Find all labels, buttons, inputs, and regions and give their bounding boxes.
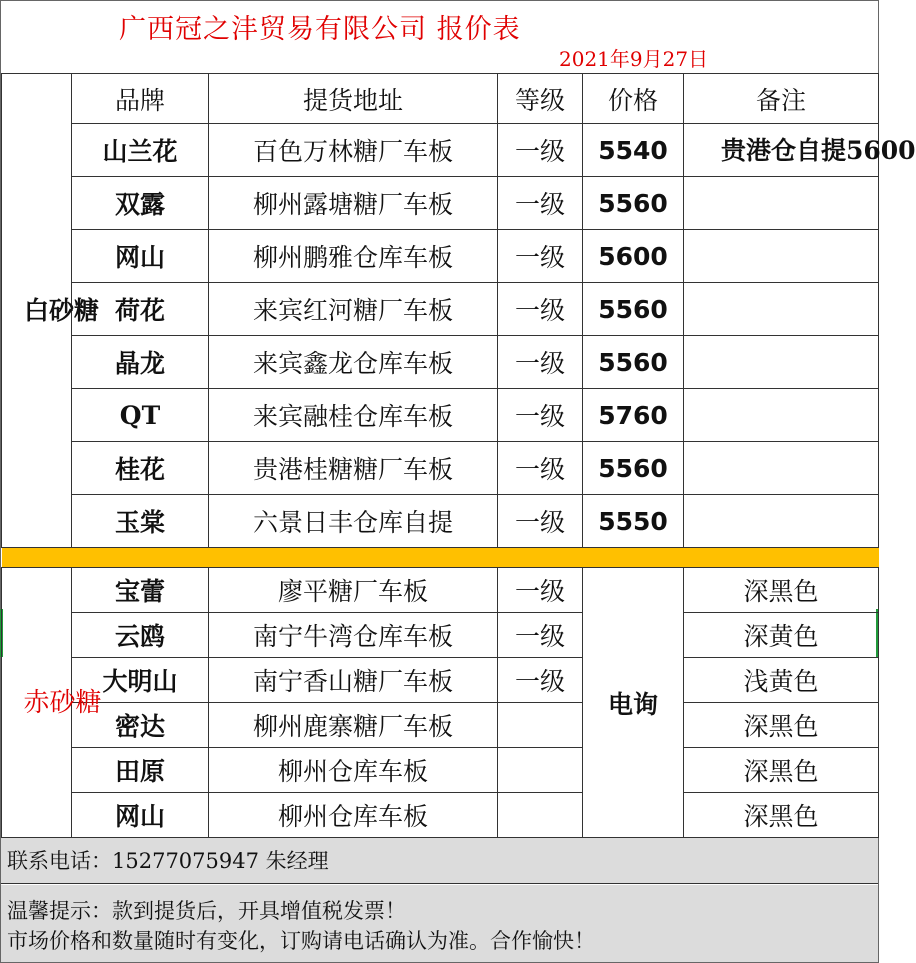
grade-cell: 一级 xyxy=(498,283,583,336)
location-cell: 柳州仓库车板 xyxy=(209,748,498,793)
note-cell: 深黑色 xyxy=(684,568,879,613)
table-row xyxy=(2,177,879,230)
brand-cell: 荷花 xyxy=(72,283,209,336)
tips-bar xyxy=(1,885,878,962)
table-row xyxy=(2,124,879,177)
price-cell: 5560 xyxy=(583,283,684,336)
brand-cell: 大明山 xyxy=(72,658,209,703)
location-cell: 来宾红河糖厂车板 xyxy=(209,283,498,336)
grade-cell: 一级 xyxy=(498,389,583,442)
note-cell: 深黄色 xyxy=(684,613,879,658)
table-row xyxy=(2,442,879,495)
brand-cell: 云鸥 xyxy=(72,613,209,658)
col-grade-header: 等级 xyxy=(498,74,583,124)
grade-cell: 一级 xyxy=(498,613,583,658)
grade-cell xyxy=(498,703,583,748)
grade-cell xyxy=(498,748,583,793)
price-cell: 5600 xyxy=(583,230,684,283)
grade-cell: 一级 xyxy=(498,177,583,230)
brand-cell: 玉棠 xyxy=(72,495,209,548)
location-cell: 柳州露塘糖厂车板 xyxy=(209,177,498,230)
note-cell xyxy=(684,389,879,442)
note-cell xyxy=(684,177,879,230)
note-cell: 深黑色 xyxy=(684,703,879,748)
location-cell: 来宾鑫龙仓库车板 xyxy=(209,336,498,389)
brand-cell: 山兰花 xyxy=(72,124,209,177)
table-row xyxy=(2,389,879,442)
col-note-header: 备注 xyxy=(684,74,879,124)
table-row xyxy=(2,748,879,793)
table-row xyxy=(2,495,879,548)
price-cell: 5560 xyxy=(583,177,684,230)
note-cell: 深黑色 xyxy=(684,793,879,838)
tip-line: 市场价格和数量随时有变化，订购请电话确认为准。合作愉快！ xyxy=(7,929,595,953)
location-cell: 南宁香山糖厂车板 xyxy=(209,658,498,703)
table-row xyxy=(2,658,879,703)
col-location-header: 提货地址 xyxy=(209,74,498,124)
location-cell: 来宾融桂仓库车板 xyxy=(209,389,498,442)
table-row xyxy=(2,568,879,613)
location-cell: 柳州鹏雅仓库车板 xyxy=(209,230,498,283)
grade-cell: 一级 xyxy=(498,336,583,389)
section-separator xyxy=(2,548,879,568)
brand-cell: 密达 xyxy=(72,703,209,748)
location-cell: 南宁牛湾仓库车板 xyxy=(209,613,498,658)
brand-cell: 桂花 xyxy=(72,442,209,495)
brand-cell: 田原 xyxy=(72,748,209,793)
price-cell: 5560 xyxy=(583,336,684,389)
brand-cell: 晶龙 xyxy=(72,336,209,389)
note-cell xyxy=(684,230,879,283)
price-cell: 5540 xyxy=(583,124,684,177)
note-cell: 深黑色 xyxy=(684,748,879,793)
brand-cell: QT xyxy=(72,389,209,442)
category-label: 赤砂糖 xyxy=(23,687,102,718)
note-cell xyxy=(684,124,916,177)
note-cell xyxy=(684,442,879,495)
brand-cell: 网山 xyxy=(72,793,209,838)
brand-cell: 宝蕾 xyxy=(72,568,209,613)
location-cell: 柳州仓库车板 xyxy=(209,793,498,838)
price-inquiry-cell: 电询 xyxy=(583,568,684,838)
note-text: 贵港仓自提5600 xyxy=(721,135,916,165)
table-row xyxy=(2,613,879,658)
table-row xyxy=(2,703,879,748)
sheet-header xyxy=(1,1,878,74)
grade-cell: 一级 xyxy=(498,442,583,495)
price-cell: 5760 xyxy=(583,389,684,442)
location-cell: 贵港桂糖糖厂车板 xyxy=(209,442,498,495)
table-row xyxy=(2,283,879,336)
grade-cell: 一级 xyxy=(498,568,583,613)
brand-cell: 双露 xyxy=(72,177,209,230)
col-brand-header: 品牌 xyxy=(72,74,209,124)
col-price-header: 价格 xyxy=(583,74,684,124)
table-row xyxy=(2,336,879,389)
location-cell: 柳州鹿寨糖厂车板 xyxy=(209,703,498,748)
price-cell: 5550 xyxy=(583,495,684,548)
brand-cell: 网山 xyxy=(72,230,209,283)
table-row xyxy=(2,230,879,283)
location-cell: 六景日丰仓库自提 xyxy=(209,495,498,548)
contact-phone: 联系电话：15277075947 朱经理 xyxy=(7,849,329,873)
note-cell: 浅黄色 xyxy=(684,658,879,703)
grade-cell: 一级 xyxy=(498,658,583,703)
tip-line: 温馨提示：款到提货后，开具增值税发票！ xyxy=(7,899,406,923)
note-cell xyxy=(684,495,879,548)
location-cell: 廖平糖厂车板 xyxy=(209,568,498,613)
location-cell: 百色万林糖厂车板 xyxy=(209,124,498,177)
grade-cell: 一级 xyxy=(498,495,583,548)
category-white-sugar xyxy=(2,74,100,548)
table-header-row xyxy=(2,74,879,124)
price-table xyxy=(1,73,916,838)
price-cell: 5560 xyxy=(583,442,684,495)
grade-cell xyxy=(498,793,583,838)
contact-bar xyxy=(1,837,878,884)
note-cell xyxy=(684,283,879,336)
category-red-sugar xyxy=(2,568,102,838)
page-title: 广西冠之沣贸易有限公司 报价表 xyxy=(119,14,521,45)
grade-cell: 一级 xyxy=(498,230,583,283)
category-label: 白砂糖 xyxy=(24,295,100,325)
table-row xyxy=(2,793,879,838)
note-cell xyxy=(684,336,879,389)
quote-date: 2021年9月27日 xyxy=(559,47,709,71)
grade-cell: 一级 xyxy=(498,124,583,177)
